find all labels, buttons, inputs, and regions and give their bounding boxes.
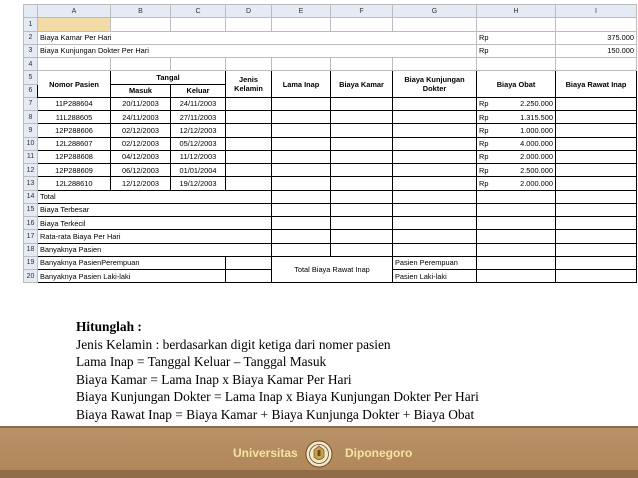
row-header[interactable]: 11 bbox=[24, 150, 38, 163]
biaya-obat-value: 2.250.000 bbox=[520, 99, 553, 109]
total-biaya-kunjungan-cell[interactable] bbox=[393, 190, 477, 203]
header-biaya-rawat-inap[interactable]: Biaya Rawat Inap bbox=[556, 71, 637, 98]
sheet-row bbox=[24, 18, 637, 31]
cell[interactable] bbox=[556, 243, 637, 256]
biaya-kamar-value[interactable]: 375.000 bbox=[556, 31, 637, 44]
cell[interactable] bbox=[111, 18, 171, 31]
nomor-pasien-cell[interactable]: 11L288605 bbox=[38, 111, 111, 124]
biaya-kunjungan-cell[interactable] bbox=[393, 177, 477, 190]
row-header[interactable]: 12 bbox=[24, 164, 38, 177]
biaya-kunjungan-cell[interactable] bbox=[393, 137, 477, 150]
nomor-pasien-cell[interactable]: 12P288606 bbox=[38, 124, 111, 137]
biaya-kunjungan-cell[interactable] bbox=[393, 164, 477, 177]
cell-a1-selected[interactable] bbox=[38, 18, 111, 31]
masuk-cell[interactable]: 04/12/2003 bbox=[111, 150, 171, 163]
currency-label: Rp bbox=[479, 165, 489, 175]
column-header-f[interactable]: F bbox=[331, 5, 393, 18]
cell[interactable] bbox=[393, 18, 477, 31]
rata-rata-label[interactable]: Rata-rata Biaya Per Hari bbox=[38, 230, 272, 243]
keluar-cell[interactable]: 01/01/2004 bbox=[171, 164, 226, 177]
instruction-line: Jenis Kelamin : berdasarkan digit ketiga dari nomer pasien bbox=[76, 336, 391, 352]
biaya-obat-value: 1.315.500 bbox=[520, 112, 553, 122]
header-biaya-kunjungan-dokter[interactable]: Biaya Kunjungan Dokter bbox=[393, 71, 477, 98]
biaya-rawat-inap-cell[interactable] bbox=[556, 177, 637, 190]
table-row bbox=[24, 137, 637, 150]
currency-label: Rp bbox=[479, 125, 489, 135]
cell[interactable] bbox=[477, 203, 556, 216]
header-nomor-pasien[interactable]: Nomor Pasien bbox=[38, 71, 111, 98]
masuk-cell[interactable]: 20/11/2003 bbox=[111, 97, 171, 110]
biaya-obat-cell[interactable] bbox=[477, 177, 556, 190]
biaya-obat-cell[interactable] bbox=[477, 97, 556, 110]
biaya-obat-cell[interactable] bbox=[477, 137, 556, 150]
row-header[interactable]: 14 bbox=[24, 190, 38, 203]
nomor-pasien-cell[interactable]: 11P288604 bbox=[38, 97, 111, 110]
sheet-row bbox=[24, 71, 637, 84]
header-keluar[interactable]: Keluar bbox=[171, 84, 226, 97]
column-header-h[interactable]: H bbox=[477, 5, 556, 18]
lama-inap-cell[interactable] bbox=[272, 150, 331, 163]
nomor-pasien-cell[interactable]: 12P288609 bbox=[38, 164, 111, 177]
header-masuk[interactable]: Masuk bbox=[111, 84, 171, 97]
cell[interactable] bbox=[331, 243, 393, 256]
cell[interactable] bbox=[393, 58, 477, 71]
column-header-a[interactable]: A bbox=[38, 5, 111, 18]
banyaknya-perempuan-label[interactable]: Banyaknya PasienPerempuan bbox=[38, 256, 226, 269]
row-header[interactable]: 20 bbox=[24, 270, 38, 283]
pasien-laki-value[interactable] bbox=[477, 270, 556, 283]
cell[interactable] bbox=[477, 243, 556, 256]
biaya-obat-value: 2.000.000 bbox=[520, 152, 553, 162]
biaya-rawat-inap-cell[interactable] bbox=[556, 97, 637, 110]
cell[interactable] bbox=[331, 18, 393, 31]
cell[interactable] bbox=[331, 217, 393, 230]
sheet-row bbox=[24, 58, 637, 71]
biaya-kunjungan-cell[interactable] bbox=[393, 124, 477, 137]
cell[interactable] bbox=[556, 270, 637, 283]
masuk-cell[interactable]: 02/12/2003 bbox=[111, 124, 171, 137]
footer-university-text: Universitas bbox=[233, 446, 298, 460]
masuk-cell[interactable]: 02/12/2003 bbox=[111, 137, 171, 150]
banyaknya-pasien-label[interactable]: Banyaknya Pasien bbox=[38, 243, 272, 256]
row-header[interactable]: 5 bbox=[24, 71, 38, 84]
summary-row bbox=[24, 190, 637, 203]
banyaknya-laki-label[interactable]: Banyaknya Pasien Laki-laki bbox=[38, 270, 226, 283]
biaya-obat-cell[interactable] bbox=[477, 164, 556, 177]
cell[interactable] bbox=[393, 203, 477, 216]
jenis-kelamin-cell[interactable] bbox=[226, 97, 272, 110]
pasien-perempuan-value[interactable] bbox=[477, 256, 556, 269]
cell[interactable] bbox=[393, 243, 477, 256]
banyaknya-laki-value[interactable] bbox=[226, 270, 272, 283]
sheet-row bbox=[24, 44, 637, 57]
header-jenis-kelamin[interactable]: Jenis Kelamin bbox=[226, 71, 272, 98]
cell[interactable] bbox=[477, 18, 556, 31]
row-header[interactable]: 15 bbox=[24, 203, 38, 216]
keluar-cell[interactable]: 05/12/2003 bbox=[171, 137, 226, 150]
biaya-kamar-cell[interactable] bbox=[331, 177, 393, 190]
instructions-text bbox=[76, 318, 479, 424]
biaya-rawat-inap-cell[interactable] bbox=[556, 124, 637, 137]
row-header[interactable]: 10 bbox=[24, 137, 38, 150]
cell[interactable] bbox=[556, 58, 637, 71]
nomor-pasien-cell[interactable]: 12P288608 bbox=[38, 150, 111, 163]
biaya-kunjungan-cell[interactable] bbox=[393, 150, 477, 163]
cell[interactable] bbox=[272, 18, 331, 31]
total-biaya-obat-cell[interactable] bbox=[477, 190, 556, 203]
instruction-line: Biaya Rawat Inap = Biaya Kamar + Biaya Kunjunga Dokter + Biaya Obat bbox=[76, 406, 475, 422]
cell[interactable] bbox=[272, 243, 331, 256]
currency-label: Rp bbox=[479, 112, 489, 122]
university-seal-icon bbox=[305, 440, 333, 468]
cell[interactable] bbox=[171, 58, 226, 71]
cell[interactable] bbox=[226, 18, 272, 31]
cell[interactable] bbox=[556, 18, 637, 31]
biaya-rawat-inap-cell[interactable] bbox=[556, 150, 637, 163]
column-header-i[interactable]: I bbox=[556, 5, 637, 18]
biaya-dokter-value[interactable]: 150.000 bbox=[556, 44, 637, 57]
biaya-kunjungan-cell[interactable] bbox=[393, 97, 477, 110]
select-all-corner[interactable] bbox=[24, 5, 38, 18]
row-header[interactable]: 6 bbox=[24, 84, 38, 97]
keluar-cell[interactable]: 19/12/2003 bbox=[171, 177, 226, 190]
summary-row bbox=[24, 217, 637, 230]
cell[interactable] bbox=[477, 58, 556, 71]
cell[interactable] bbox=[393, 217, 477, 230]
jenis-kelamin-cell[interactable] bbox=[226, 150, 272, 163]
biaya-terbesar-label[interactable]: Biaya Terbesar bbox=[38, 203, 272, 216]
biaya-obat-value: 2.500.000 bbox=[520, 165, 553, 175]
lama-inap-cell[interactable] bbox=[272, 124, 331, 137]
row-header[interactable]: 3 bbox=[24, 44, 38, 57]
keluar-cell[interactable]: 27/11/2003 bbox=[171, 111, 226, 124]
instruction-line: Lama Inap = Tanggal Keluar – Tanggal Masuk bbox=[76, 354, 327, 370]
banyaknya-perempuan-value[interactable] bbox=[226, 256, 272, 269]
column-header-g[interactable]: G bbox=[393, 5, 477, 18]
instruction-line: Biaya Kunjungan Dokter = Lama Inap x Biaya Kunjungan Dokter Per Hari bbox=[76, 389, 479, 405]
footer-bottom-strip bbox=[0, 470, 638, 478]
cell[interactable] bbox=[38, 58, 111, 71]
column-header-row bbox=[24, 5, 637, 18]
cell[interactable] bbox=[331, 230, 393, 243]
row-header[interactable]: 7 bbox=[24, 97, 38, 110]
column-header-b[interactable]: B bbox=[111, 5, 171, 18]
total-label[interactable]: Total bbox=[38, 190, 272, 203]
currency-label: Rp bbox=[479, 99, 489, 109]
biaya-dokter-currency[interactable]: Rp bbox=[477, 44, 556, 57]
column-header-c[interactable]: C bbox=[171, 5, 226, 18]
keluar-cell[interactable]: 11/12/2003 bbox=[171, 150, 226, 163]
cell[interactable] bbox=[331, 58, 393, 71]
total-biaya-rawat-inap-label[interactable]: Total Biaya Rawat Inap bbox=[272, 256, 393, 283]
jenis-kelamin-cell[interactable] bbox=[226, 137, 272, 150]
lama-inap-cell[interactable] bbox=[272, 137, 331, 150]
row-header[interactable]: 18 bbox=[24, 243, 38, 256]
biaya-kamar-cell[interactable] bbox=[331, 124, 393, 137]
currency-label: Rp bbox=[479, 178, 489, 188]
header-tangal[interactable]: Tangal bbox=[111, 71, 226, 84]
summary-row bbox=[24, 243, 637, 256]
header-biaya-kamar[interactable]: Biaya Kamar bbox=[331, 71, 393, 98]
sheet-row bbox=[24, 31, 637, 44]
pasien-laki-label[interactable]: Pasien Laki-laki bbox=[393, 270, 477, 283]
biaya-obat-cell[interactable] bbox=[477, 150, 556, 163]
footer-diponegoro-text: Diponegoro bbox=[345, 446, 413, 460]
header-biaya-obat[interactable]: Biaya Obat bbox=[477, 71, 556, 98]
jenis-kelamin-cell[interactable] bbox=[226, 111, 272, 124]
nomor-pasien-cell[interactable]: 12L288607 bbox=[38, 137, 111, 150]
biaya-kamar-cell[interactable] bbox=[331, 111, 393, 124]
cell[interactable] bbox=[556, 217, 637, 230]
cell[interactable] bbox=[477, 217, 556, 230]
cell[interactable] bbox=[477, 230, 556, 243]
row-header[interactable]: 16 bbox=[24, 217, 38, 230]
lama-inap-cell[interactable] bbox=[272, 177, 331, 190]
lama-inap-cell[interactable] bbox=[272, 97, 331, 110]
table-row bbox=[24, 97, 637, 110]
biaya-kamar-cell[interactable] bbox=[331, 150, 393, 163]
cell[interactable] bbox=[171, 18, 226, 31]
biaya-obat-value: 4.000.000 bbox=[520, 139, 553, 149]
table-row bbox=[24, 164, 637, 177]
biaya-terkecil-label[interactable]: Biaya Terkecil bbox=[38, 217, 272, 230]
biaya-rawat-inap-cell[interactable] bbox=[556, 164, 637, 177]
row-header[interactable]: 9 bbox=[24, 124, 38, 137]
instructions-title: Hitunglah : bbox=[76, 319, 142, 334]
masuk-cell[interactable]: 24/11/2003 bbox=[111, 111, 171, 124]
biaya-obat-value: 2.000.000 bbox=[520, 178, 553, 188]
biaya-kamar-cell[interactable] bbox=[331, 137, 393, 150]
cell[interactable] bbox=[393, 230, 477, 243]
row-header[interactable]: 4 bbox=[24, 58, 38, 71]
biaya-kamar-cell[interactable] bbox=[331, 97, 393, 110]
cell[interactable] bbox=[272, 217, 331, 230]
biaya-obat-cell[interactable] bbox=[477, 124, 556, 137]
column-header-e[interactable]: E bbox=[272, 5, 331, 18]
row-header[interactable]: 19 bbox=[24, 256, 38, 269]
masuk-cell[interactable]: 12/12/2003 bbox=[111, 177, 171, 190]
row-header[interactable]: 13 bbox=[24, 177, 38, 190]
currency-label: Rp bbox=[479, 152, 489, 162]
cell[interactable] bbox=[556, 203, 637, 216]
biaya-kamar-currency[interactable]: Rp bbox=[477, 31, 556, 44]
cell[interactable] bbox=[272, 58, 331, 71]
cell[interactable] bbox=[556, 230, 637, 243]
table-row bbox=[24, 150, 637, 163]
cell[interactable] bbox=[272, 203, 331, 216]
jenis-kelamin-cell[interactable] bbox=[226, 124, 272, 137]
instruction-line: Biaya Kamar = Lama Inap x Biaya Kamar Per Hari bbox=[76, 371, 352, 387]
total-biaya-kamar-cell[interactable] bbox=[331, 190, 393, 203]
lama-inap-cell[interactable] bbox=[272, 111, 331, 124]
cell[interactable] bbox=[331, 203, 393, 216]
biaya-dokter-label[interactable]: Biaya Kunjungan Dokter Per Hari bbox=[38, 44, 477, 57]
cell[interactable] bbox=[556, 256, 637, 269]
spreadsheet-grid bbox=[23, 4, 637, 283]
biaya-rawat-inap-cell[interactable] bbox=[556, 137, 637, 150]
pasien-perempuan-label[interactable]: Pasien Perempuan bbox=[393, 256, 477, 269]
table-row bbox=[24, 124, 637, 137]
jenis-kelamin-cell[interactable] bbox=[226, 177, 272, 190]
masuk-cell[interactable]: 06/12/2003 bbox=[111, 164, 171, 177]
nomor-pasien-cell[interactable]: 12L288610 bbox=[38, 177, 111, 190]
biaya-rawat-inap-cell[interactable] bbox=[556, 111, 637, 124]
summary-row bbox=[24, 230, 637, 243]
jenis-kelamin-cell[interactable] bbox=[226, 164, 272, 177]
row-header[interactable]: 17 bbox=[24, 230, 38, 243]
total-lama-inap-cell[interactable] bbox=[272, 190, 331, 203]
cell[interactable] bbox=[272, 230, 331, 243]
table-row bbox=[24, 177, 637, 190]
summary-row bbox=[24, 256, 637, 269]
header-lama-inap[interactable]: Lama Inap bbox=[272, 71, 331, 98]
row-header[interactable]: 1 bbox=[24, 18, 38, 31]
keluar-cell[interactable]: 12/12/2003 bbox=[171, 124, 226, 137]
biaya-kamar-cell[interactable] bbox=[331, 164, 393, 177]
row-header[interactable]: 8 bbox=[24, 111, 38, 124]
biaya-obat-cell[interactable] bbox=[477, 111, 556, 124]
biaya-kamar-label[interactable]: Biaya Kamar Per Hari bbox=[38, 31, 477, 44]
biaya-obat-value: 1.000.000 bbox=[520, 125, 553, 135]
table-row bbox=[24, 111, 637, 124]
biaya-kunjungan-cell[interactable] bbox=[393, 111, 477, 124]
keluar-cell[interactable]: 24/11/2003 bbox=[171, 97, 226, 110]
total-biaya-rawat-inap-cell[interactable] bbox=[556, 190, 637, 203]
currency-label: Rp bbox=[479, 139, 489, 149]
lama-inap-cell[interactable] bbox=[272, 164, 331, 177]
summary-row bbox=[24, 203, 637, 216]
row-header[interactable]: 2 bbox=[24, 31, 38, 44]
cell[interactable] bbox=[111, 58, 171, 71]
column-header-d[interactable]: D bbox=[226, 5, 272, 18]
cell[interactable] bbox=[226, 58, 272, 71]
